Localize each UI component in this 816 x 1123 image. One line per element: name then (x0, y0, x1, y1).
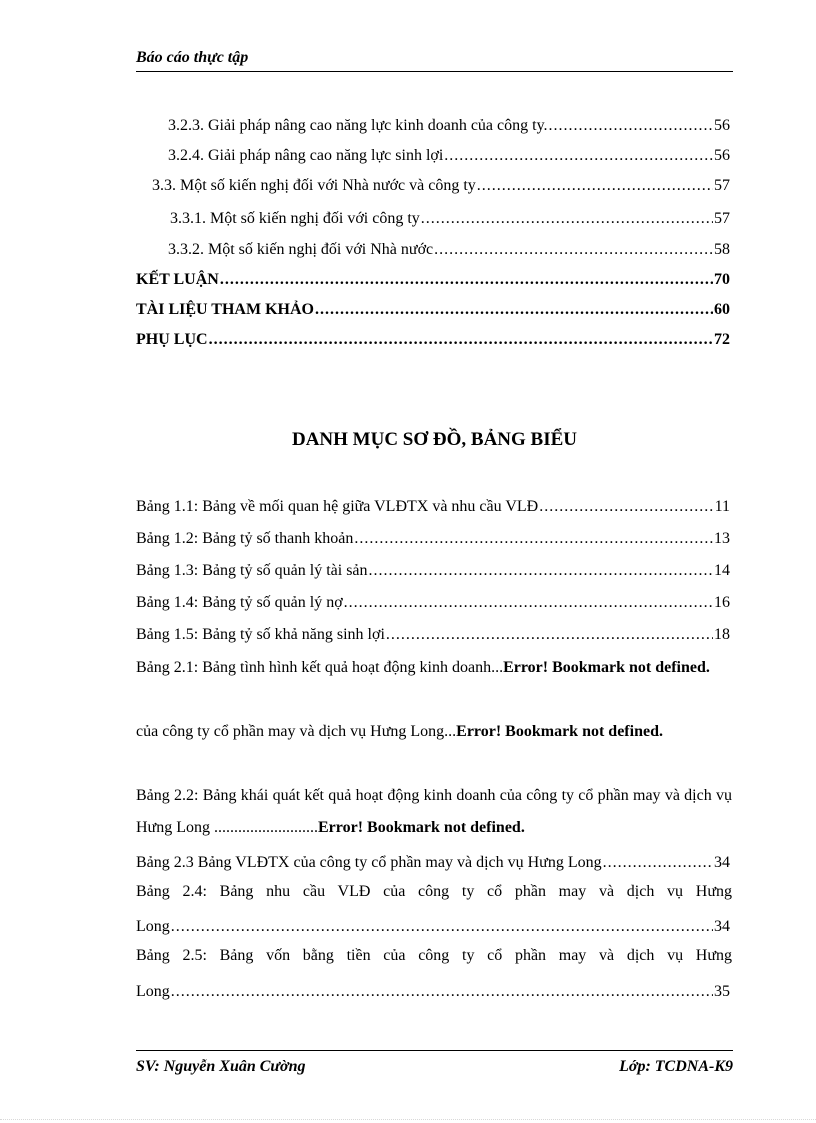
table-entry-text: Bảng 2.2: Bảng khái quát kết quả hoạt động kinh doanh của công ty cổ phần may và dịch vụ Hưng Long .......................... (136, 787, 732, 836)
table-entry-page: 18 (714, 626, 730, 643)
table-entry-title: Bảng 2.3 Bảng VLĐTX của công ty cổ phần may và dịch vụ Hưng Long (136, 854, 602, 871)
page-bottom-divider (0, 1119, 816, 1120)
table-entry-page: 35 (714, 983, 730, 1000)
toc-entry-page: 56 (714, 147, 730, 164)
footer-student: SV: Nguyễn Xuân Cường (136, 1058, 306, 1075)
toc-entry[interactable] (136, 330, 730, 350)
toc-entry-page: 57 (714, 210, 730, 227)
table-entry[interactable] (136, 561, 730, 581)
dot-leader (434, 240, 713, 260)
table-entry-page: 16 (714, 594, 730, 611)
dot-leader (220, 270, 713, 290)
toc-entry-page: 56 (714, 117, 730, 134)
error-message: Error! Bookmark not defined. (456, 723, 663, 740)
error-message: Error! Bookmark not defined. (318, 819, 525, 836)
table-entry-2-5-line2[interactable] (136, 982, 730, 1002)
toc-entry-title: 3.3.1. Một số kiến nghị đối với công ty (170, 210, 420, 227)
dot-leader (369, 561, 713, 581)
toc-entry-title: TÀI LIỆU THAM KHẢO (136, 301, 314, 318)
table-entry[interactable] (136, 497, 730, 517)
page-header (136, 48, 733, 72)
toc-entry[interactable] (168, 240, 730, 260)
table-entry[interactable] (136, 593, 730, 613)
table-entry-title: Bảng 1.1: Bảng về mối quan hệ giữa VLĐTX và nhu cầu VLĐ (136, 498, 539, 515)
table-entry-2-1-cont[interactable] (136, 716, 732, 748)
footer-class: Lớp: TCDNA-K9 (619, 1058, 733, 1075)
dot-leader (344, 593, 713, 613)
table-entry-page: 13 (714, 530, 730, 547)
table-entry[interactable] (136, 529, 730, 549)
table-entry-page: 14 (714, 562, 730, 579)
section-heading: DANH MỤC SƠ ĐỒ, BẢNG BIỂU (291, 429, 578, 450)
table-entry-2-2[interactable] (136, 780, 732, 844)
toc-entry-title: 3.3. Một số kiến nghị đối với Nhà nước và công ty (152, 177, 476, 194)
table-entry-text: Bảng 2.1: Bảng tình hình kết quả hoạt động kinh doanh... (136, 659, 504, 676)
toc-entry-title: 3.2.3. Giải pháp nâng cao năng lực kinh doanh của công ty. (168, 117, 548, 134)
toc-entry-page: 60 (714, 301, 730, 318)
table-entry-text: của công ty cổ phần may và dịch vụ Hưng Long... (136, 723, 457, 740)
toc-entry-page: 58 (714, 241, 730, 258)
toc-entry[interactable] (136, 270, 730, 290)
table-entry-2-5-line1[interactable] (136, 940, 732, 972)
table-entry-title: Bảng 1.5: Bảng tỷ số khả năng sinh lợi (136, 626, 385, 643)
toc-entry-page: 72 (714, 331, 730, 348)
toc-entry[interactable] (168, 116, 730, 136)
header-title: Báo cáo thực tập (136, 49, 249, 66)
toc-entry-page: 57 (714, 177, 730, 194)
table-entry-title: Long (136, 983, 170, 1000)
toc-entry-title: PHỤ LỤC (136, 331, 208, 348)
toc-entry[interactable] (136, 300, 730, 320)
toc-entry-page: 70 (714, 271, 730, 288)
error-message: Error! Bookmark not defined. (503, 659, 710, 676)
table-entry-title: Bảng 1.4: Bảng tỷ số quản lý nợ (136, 594, 343, 611)
table-entry-2-4-line1[interactable] (136, 876, 732, 908)
table-entry[interactable] (136, 625, 730, 645)
dot-leader (603, 853, 713, 873)
table-entry-text: Bảng 2.5: Bảng vốn bằng tiền của công ty cổ phần may và dịch vụ Hưng (136, 947, 732, 964)
dot-leader (386, 625, 713, 645)
table-entry-page: 34 (714, 918, 730, 935)
table-entry-2-1[interactable] (136, 652, 732, 684)
page-footer (136, 1050, 733, 1075)
table-entry-text: Bảng 2.4: Bảng nhu cầu VLĐ của công ty cổ phần may và dịch vụ Hưng (136, 883, 732, 900)
dot-leader (171, 917, 713, 937)
dot-leader (539, 497, 713, 517)
dot-leader (354, 529, 713, 549)
table-entry-page: 34 (714, 854, 730, 871)
table-entry-2-4-line2[interactable] (136, 917, 730, 937)
dot-leader (209, 330, 713, 350)
toc-entry[interactable] (152, 176, 730, 196)
toc-entry[interactable] (168, 146, 730, 166)
table-entry[interactable] (136, 853, 730, 873)
toc-entry-title: 3.3.2. Một số kiến nghị đối với Nhà nước (168, 241, 434, 258)
toc-entry-title: 3.2.4. Giải pháp nâng cao năng lực sinh lợi (168, 147, 444, 164)
table-entry-title: Bảng 1.3: Bảng tỷ số quản lý tài sản (136, 562, 368, 579)
dot-leader (444, 146, 713, 166)
toc-entry[interactable] (170, 209, 730, 229)
dot-leader (421, 209, 713, 229)
table-entry-page: 11 (714, 498, 730, 515)
dot-leader (477, 176, 713, 196)
toc-entry-title: KẾT LUẬN (136, 271, 219, 288)
table-entry-title: Long (136, 918, 170, 935)
dot-leader (315, 300, 713, 320)
dot-leader (171, 982, 713, 1002)
table-entry-title: Bảng 1.2: Bảng tỷ số thanh khoản (136, 530, 354, 547)
dot-leader (549, 116, 713, 136)
